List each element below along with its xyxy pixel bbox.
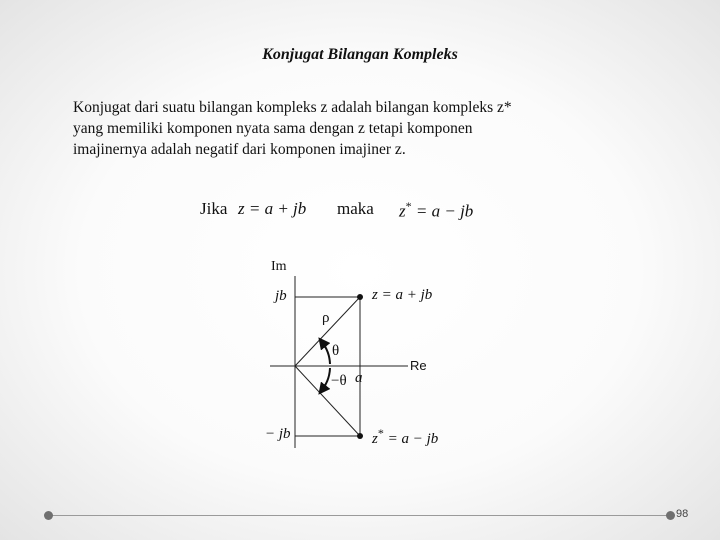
equation-right-rhs: = a − jb (415, 201, 474, 221)
zstar-star: * (377, 426, 384, 440)
point-z (357, 294, 363, 300)
theta-label: θ (332, 343, 340, 359)
slide-title: Konjugat Bilangan Kompleks (262, 46, 458, 63)
a-label: a (355, 370, 363, 386)
rho-vector-zstar (295, 366, 360, 436)
equation-right-star: * (405, 199, 412, 213)
rho-label: ρ (322, 310, 330, 326)
jb-label: jb (275, 288, 287, 304)
neg-theta-label: −θ (331, 373, 347, 389)
re-axis-label: Re (410, 358, 427, 373)
footer-left-dot (44, 511, 53, 520)
paragraph-line-2: yang memiliki komponen nyata sama dengan z tetapi komponen (73, 120, 473, 137)
neg-jb-label: − jb (265, 426, 291, 442)
paragraph-line-1: Konjugat dari suatu bilangan kompleks z adalah bilangan kompleks z* (73, 99, 512, 116)
paragraph-line-3: imajinernya adalah negatif dari komponen imajiner z. (73, 141, 406, 158)
equation-left: z = a + jb (238, 199, 307, 218)
equation-jika: Jika (200, 199, 228, 218)
footer-divider (48, 515, 672, 516)
zstar-lhs: z (372, 431, 378, 447)
theta-arc (322, 342, 330, 364)
point-zstar (357, 433, 363, 439)
rho-vector-z (295, 297, 360, 366)
im-axis-label: Im (271, 259, 287, 274)
equation-maka: maka (337, 199, 374, 218)
neg-theta-arc (322, 368, 330, 390)
zstar-point-label (372, 426, 438, 448)
equation-right-lhs: z (399, 201, 406, 221)
page-number: 98 (676, 508, 689, 520)
zstar-rhs: = a − jb (383, 431, 439, 447)
footer-right-dot (666, 511, 675, 520)
z-point-label: z = a + jb (372, 287, 433, 303)
